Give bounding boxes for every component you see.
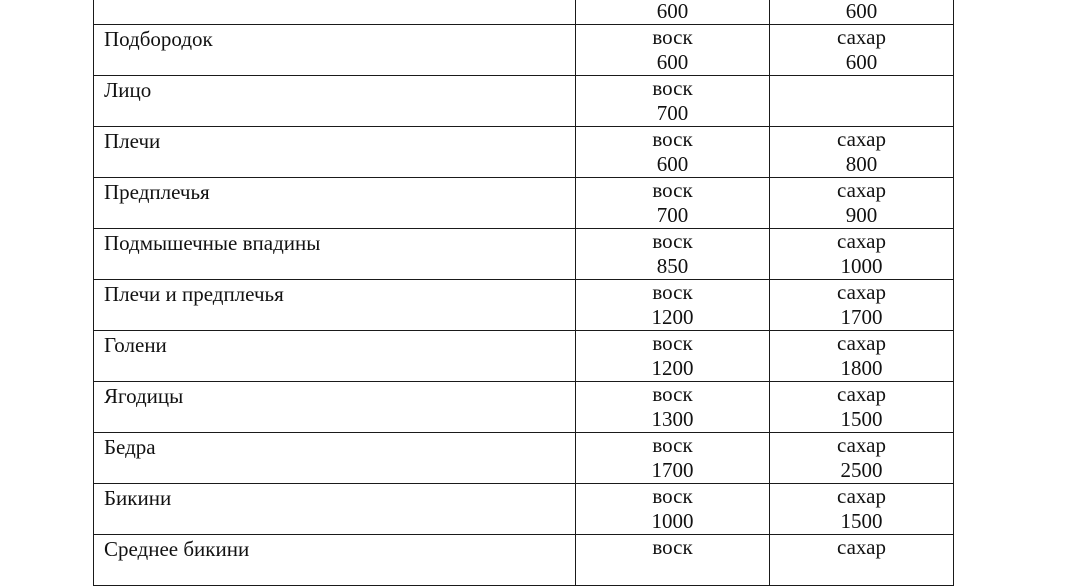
- wax-price-cell: [576, 76, 770, 127]
- zone-name: Подмышечные впадины: [104, 231, 321, 255]
- wax-label: воск: [652, 76, 693, 100]
- sugar-price: [770, 101, 953, 126]
- sugar-price-cell: [770, 25, 954, 76]
- zone-cell: [94, 484, 576, 535]
- zone-cell: [94, 229, 576, 280]
- zone-cell: [94, 280, 576, 331]
- zone-cell: [94, 127, 576, 178]
- wax-label: воск: [652, 178, 693, 202]
- wax-label: воск: [652, 331, 693, 355]
- zone-cell: [94, 0, 576, 25]
- sugar-price: 1000: [840, 254, 883, 278]
- sugar-label: сахар: [837, 382, 886, 406]
- wax-price-cell: [576, 484, 770, 535]
- sugar-label: сахар: [837, 127, 886, 151]
- wax-price-cell: [576, 0, 770, 25]
- table-row: [94, 229, 954, 280]
- zone-name: Плечи: [104, 129, 161, 153]
- wax-price-cell: [576, 178, 770, 229]
- table-row: [94, 25, 954, 76]
- sugar-price-cell: [770, 484, 954, 535]
- sugar-label: сахар: [837, 535, 886, 559]
- zone-cell: [94, 76, 576, 127]
- sugar-price-cell: [770, 76, 954, 127]
- zone-name: Бикини: [104, 486, 172, 510]
- zone-name: Предплечья: [104, 180, 210, 204]
- wax-label: воск: [652, 25, 693, 49]
- sugar-price-cell: [770, 127, 954, 178]
- zone-name: Подбородок: [104, 27, 213, 51]
- wax-price: 1200: [651, 305, 694, 329]
- sugar-label: сахар: [837, 25, 886, 49]
- wax-label: воск: [652, 535, 693, 559]
- table-row: [94, 535, 954, 586]
- zone-name: Плечи и предплечья: [104, 282, 284, 306]
- wax-price-cell: [576, 382, 770, 433]
- wax-price-cell: [576, 25, 770, 76]
- zone-cell: [94, 382, 576, 433]
- sugar-price: [770, 560, 953, 585]
- wax-label: воск: [652, 127, 693, 151]
- table-row: [94, 76, 954, 127]
- wax-price: 600: [656, 0, 689, 23]
- sugar-price-cell: [770, 0, 954, 25]
- zone-name: Ягодицы: [104, 384, 184, 408]
- zone-name: Лицо: [104, 78, 152, 102]
- table-row: [94, 178, 954, 229]
- wax-price: 700: [656, 203, 689, 227]
- sugar-label: сахар: [837, 433, 886, 457]
- wax-price: [576, 560, 769, 585]
- zone-name: Среднее бикини: [104, 537, 250, 561]
- wax-price-cell: [576, 229, 770, 280]
- sugar-price-cell: [770, 382, 954, 433]
- sugar-price-cell: [770, 280, 954, 331]
- wax-price-cell: [576, 127, 770, 178]
- wax-price: 600: [656, 152, 689, 176]
- table-row: [94, 484, 954, 535]
- sugar-label: сахар: [837, 484, 886, 508]
- zone-name: [104, 0, 575, 1]
- table-row: [94, 0, 954, 25]
- wax-label: воск: [652, 382, 693, 406]
- sugar-price: 1500: [840, 407, 883, 431]
- sugar-label: [770, 76, 953, 101]
- sugar-price: 800: [845, 152, 878, 176]
- wax-label: воск: [652, 484, 693, 508]
- sugar-price: 600: [845, 0, 878, 23]
- wax-price-cell: [576, 433, 770, 484]
- wax-label: воск: [652, 280, 693, 304]
- zone-cell: [94, 433, 576, 484]
- sugar-label: сахар: [837, 178, 886, 202]
- sugar-label: сахар: [837, 229, 886, 253]
- sugar-price-cell: [770, 433, 954, 484]
- sugar-price: 1500: [840, 509, 883, 533]
- sugar-price-cell: [770, 178, 954, 229]
- sugar-price-cell: [770, 331, 954, 382]
- wax-price: 600: [656, 50, 689, 74]
- zone-name: Бедра: [104, 435, 156, 459]
- price-table: [93, 0, 954, 586]
- wax-label: воск: [652, 433, 693, 457]
- sugar-price: 600: [845, 50, 878, 74]
- sugar-price: 1800: [840, 356, 883, 380]
- sugar-price: 2500: [840, 458, 883, 482]
- table-row: [94, 382, 954, 433]
- wax-price: 1200: [651, 356, 694, 380]
- zone-cell: [94, 178, 576, 229]
- price-table-body: [94, 0, 954, 586]
- zone-cell: [94, 331, 576, 382]
- sugar-price: 900: [845, 203, 878, 227]
- zone-name: Голени: [104, 333, 167, 357]
- zone-cell: [94, 25, 576, 76]
- wax-price-cell: [576, 535, 770, 586]
- table-row: [94, 331, 954, 382]
- wax-price: 700: [656, 101, 689, 125]
- wax-price: 1300: [651, 407, 694, 431]
- sugar-price-cell: [770, 229, 954, 280]
- table-row: [94, 127, 954, 178]
- sugar-label: сахар: [837, 331, 886, 355]
- wax-price: 850: [656, 254, 689, 278]
- sugar-label: сахар: [837, 280, 886, 304]
- zone-cell: [94, 535, 576, 586]
- wax-label: воск: [652, 229, 693, 253]
- wax-price-cell: [576, 331, 770, 382]
- sugar-price: 1700: [840, 305, 883, 329]
- wax-price: 1700: [651, 458, 694, 482]
- table-row: [94, 433, 954, 484]
- table-row: [94, 280, 954, 331]
- sugar-price-cell: [770, 535, 954, 586]
- wax-price-cell: [576, 280, 770, 331]
- wax-price: 1000: [651, 509, 694, 533]
